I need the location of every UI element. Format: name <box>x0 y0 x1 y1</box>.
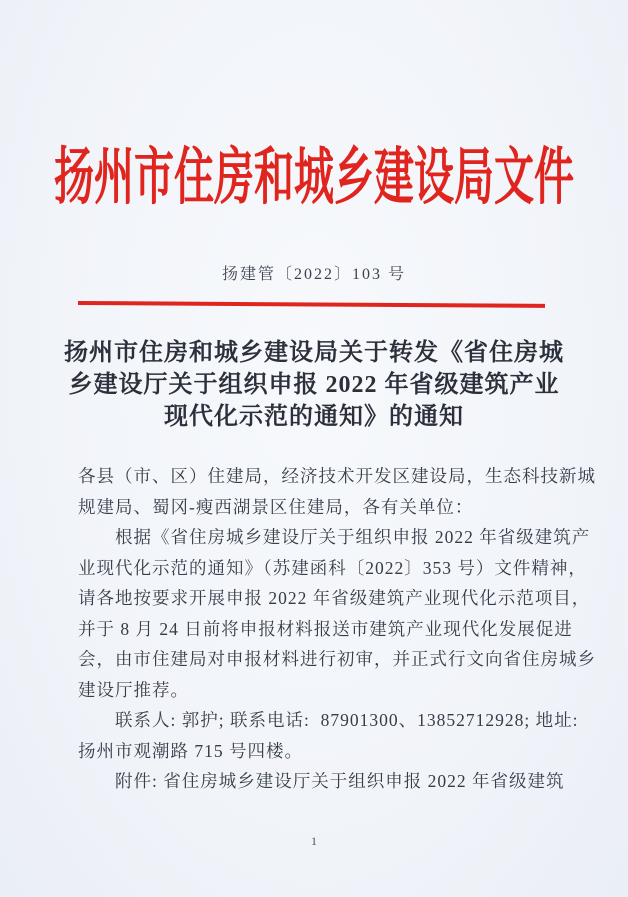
body-line-main: 业现代化示范的通知》（苏建函科〔2022〕353 号）文件精神， <box>78 557 587 578</box>
body-line-main: 会，由市住建局对申报材料进行初审，并正式行文向省住房城乡 <box>78 649 596 669</box>
body-line-contact: 联系人: 郭护; 联系电话: 87901300、13852712928; 地址: <box>78 710 579 730</box>
body-line-main: 建设厅推荐。 <box>78 679 189 700</box>
notice-body <box>78 461 596 797</box>
document-reference-number: 扬建管〔2022〕103 号 <box>221 266 406 283</box>
body-line-main: 根据《省住房城乡建设厅关于组织申报 2022 年省级建筑产 <box>78 527 591 547</box>
notice-title <box>40 337 588 433</box>
body-line-attachment: 附件: 省住房城乡建设厅关于组织申报 2022 年省级建筑 <box>78 771 565 791</box>
notice-title-line: 乡建设厅关于组织申报 2022 年省级建筑产业 <box>68 372 560 398</box>
body-line-addressees: 规建局、蜀冈-瘦西湖景区住建局，各有关单位： <box>78 496 474 517</box>
body-line-contact: 扬州市观潮路 715 号四楼。 <box>78 740 303 761</box>
red-letterhead-title: 扬州市住房和城乡建设局文件 <box>54 141 574 212</box>
red-separator-rule <box>78 301 545 308</box>
body-line-main: 请各地按要求开展申报 2022 年省级建筑产业现代化示范项目， <box>78 588 591 608</box>
page-number: 1 <box>311 834 317 848</box>
body-line-addressees: 各县（市、区）住建局，经济技术开发区建设局，生态科技新城 <box>78 466 596 486</box>
body-line-main: 并于 8 月 24 日前将申报材料报送市建筑产业现代化发展促进 <box>78 618 573 639</box>
notice-title-line: 扬州市住房和城乡建设局关于转发《省住房城 <box>64 340 564 366</box>
notice-title-line: 现代化示范的通知》的通知 <box>164 404 464 430</box>
